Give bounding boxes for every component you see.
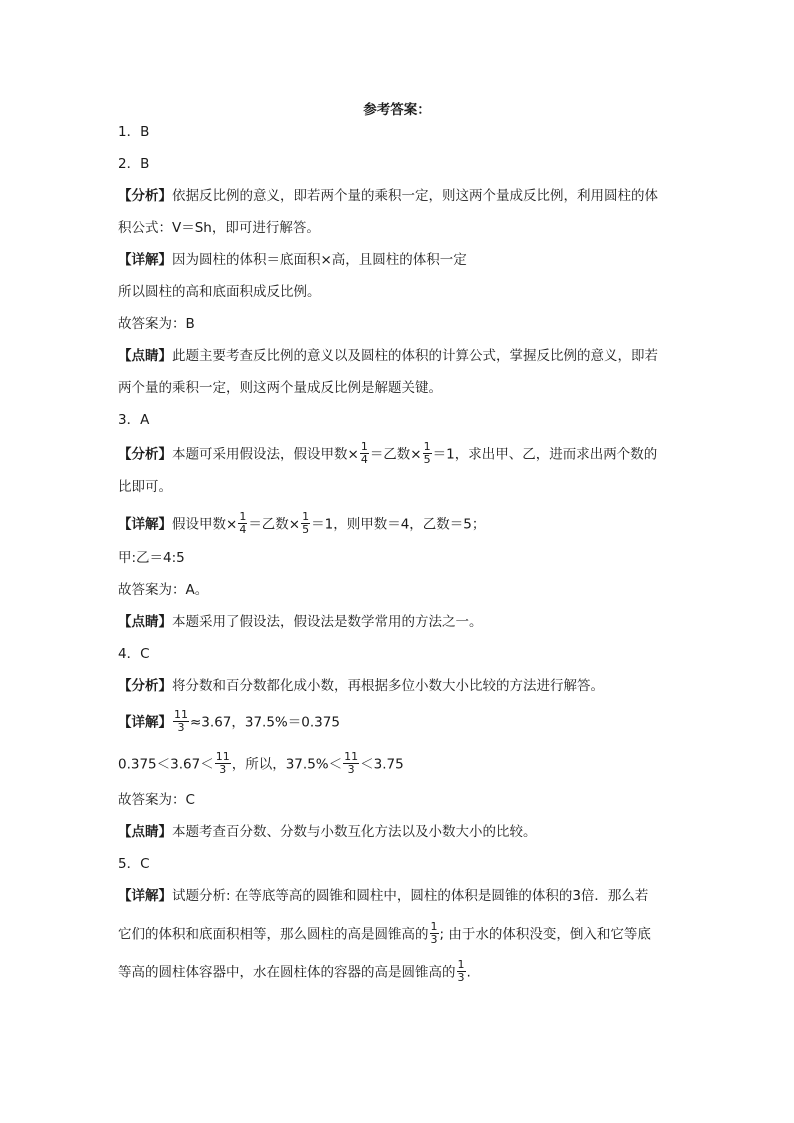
fraction: $\frac{1}{5}$ (302, 510, 310, 536)
detail-label: 【详解】 (118, 516, 172, 533)
q3-analysis-text-a: 本题可采用假设法，假设甲数× (172, 446, 359, 463)
q2-analysis (118, 186, 658, 206)
page-title: 参考答案： (363, 102, 431, 118)
analysis-label: 【分析】 (118, 188, 172, 204)
q2-detail-text: 因为圆柱的体积＝底面积×高，且圆柱的体积一定 (172, 252, 467, 268)
q2-detail (118, 250, 467, 270)
answer-5: 5．C (118, 856, 150, 872)
q5-detail-line2: 它们的体积和底面积相等，那么圆柱的高是圆锥高的 $\frac{1}{3}$ ; 由于水的体积没变，倒入和它等底 (118, 920, 651, 946)
q4-remark: 【点睛】本题考查百分数、分数与小数互化方法以及小数大小的比较。 (118, 824, 537, 840)
fraction: $\frac{1}{4}$ (239, 510, 247, 536)
fraction: $\frac{1}{5}$ (423, 440, 431, 466)
fraction: $\frac{1}{3}$ (457, 958, 465, 984)
fraction: $\frac{1}{4}$ (360, 440, 368, 466)
q4-comparison: 0.375＜3.67＜ $\frac{11}{3}$ ，所以，37.5%＜ $\frac{11}{3}$ ＜3.75 (118, 750, 404, 776)
remark-label: 【点睛】 (118, 348, 172, 364)
remark-label: 【点睛】 (118, 824, 172, 840)
q2-answer: 故答案为：B (118, 316, 195, 332)
q3-analysis-cont: 比即可。 (118, 479, 172, 495)
q2-remark (118, 346, 658, 366)
fraction: $\frac{11}{3}$ (174, 708, 188, 734)
analysis-label: 【分析】 (118, 678, 172, 694)
fraction: $\frac{11}{3}$ (215, 750, 230, 776)
fraction: $\frac{1}{3}$ (430, 920, 438, 946)
q2-remark-text: 此题主要考查反比例的意义以及圆柱的体积的计算公式，掌握反比例的意义，即若 (172, 348, 658, 364)
detail-label: 【详解】 (118, 252, 172, 268)
answer-4: 4．C (118, 646, 150, 662)
q3-detail: 【详解】假设甲数× $\frac{1}{4}$ ＝乙数× $\frac{1}{5}$ ＝1，则甲数＝4，乙数＝5； (118, 510, 486, 536)
q4-answer: 故答案为：C (118, 792, 195, 808)
q2-analysis-cont: 积公式：V＝Sh，即可进行解答。 (118, 220, 320, 236)
detail-label: 【详解】 (118, 714, 172, 731)
remark-label: 【点睛】 (118, 614, 172, 630)
answer-1: 1．B (118, 124, 150, 140)
q5-detail: 【详解】试题分析: 在等底等高的圆锥和圆柱中，圆柱的体积是圆锥的体积的3倍．那么若 (118, 888, 649, 904)
answer-2: 2．B (118, 156, 150, 172)
q3-ratio: 甲:乙＝4:5 (118, 550, 185, 566)
analysis-label: 【分析】 (118, 446, 172, 463)
detail-label: 【详解】 (118, 888, 172, 904)
q2-detail-cont: 所以圆柱的高和底面积成反比例。 (118, 284, 321, 300)
q4-detail: 【详解】 $\frac{11}{3}$ ≈3.67，37.5%＝0.375 (118, 708, 340, 734)
q5-detail-line3: 等高的圆柱体容器中，水在圆柱体的容器的高是圆锥高的 $\frac{1}{3}$ . (118, 958, 471, 984)
q3-answer: 故答案为：A。 (118, 582, 209, 598)
q2-remark-cont: 两个量的乘积一定，则这两个量成反比例是解题关键。 (118, 380, 442, 396)
q4-analysis: 【分析】将分数和百分数都化成小数，再根据多位小数大小比较的方法进行解答。 (118, 678, 604, 694)
answer-3: 3．A (118, 412, 150, 428)
q3-remark: 【点睛】本题采用了假设法，假设法是数学常用的方法之一。 (118, 614, 483, 630)
q2-analysis-text: 依据反比例的意义，即若两个量的乘积一定，则这两个量成反比例，利用圆柱的体 (172, 188, 658, 204)
fraction: $\frac{11}{3}$ (344, 750, 359, 776)
q3-analysis: 【分析】本题可采用假设法，假设甲数× $\frac{1}{4}$ ＝乙数× $\frac{1}{5}$ ＝1，求出甲、乙，进而求出两个数的 (118, 440, 658, 466)
